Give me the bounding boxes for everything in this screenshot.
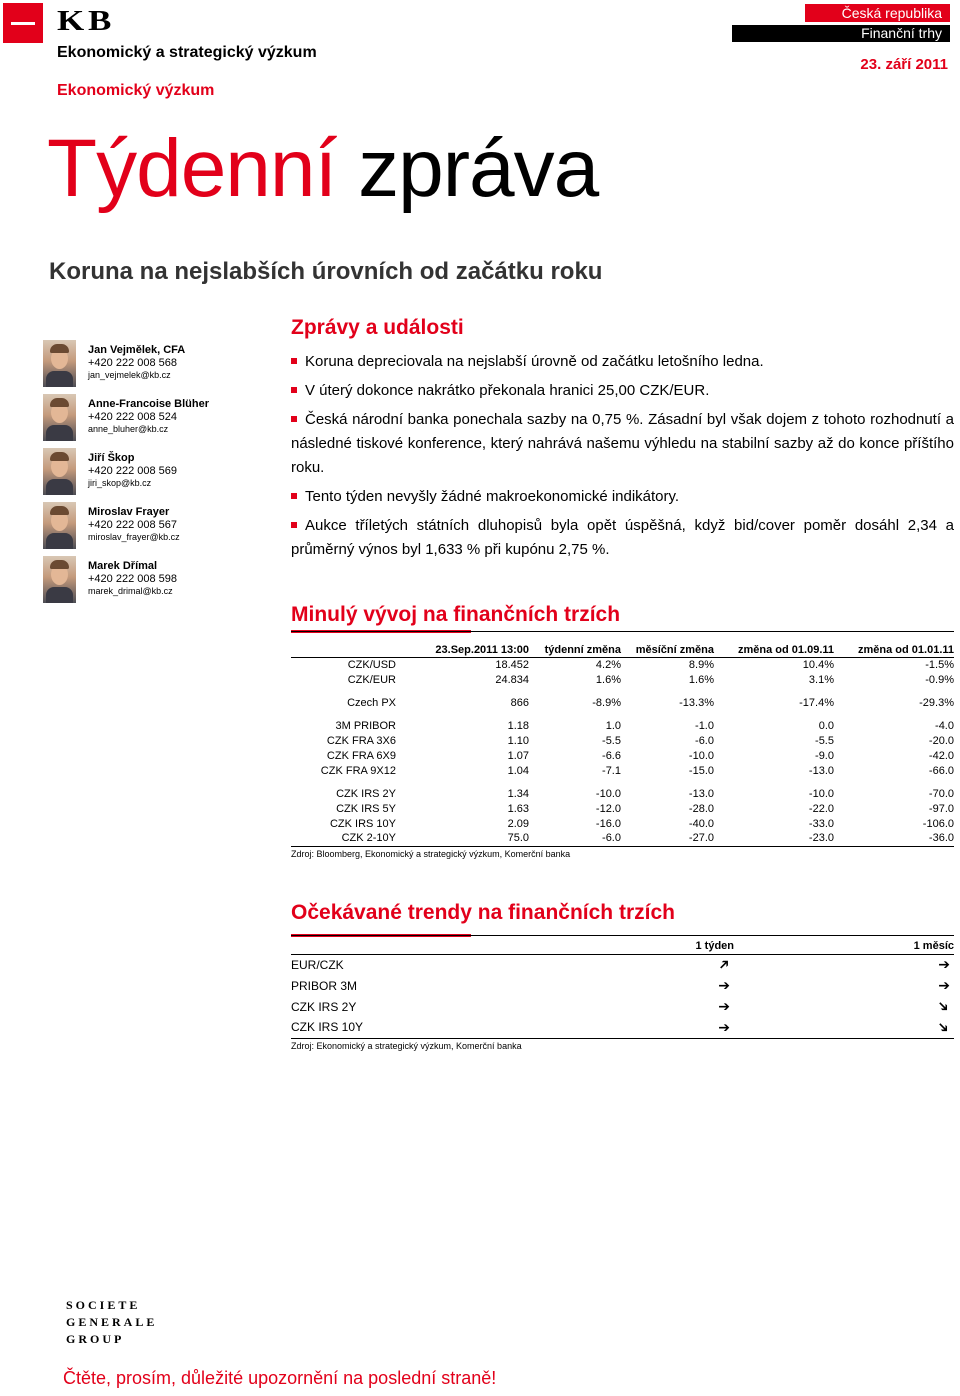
row-label: CZK/EUR xyxy=(347,673,396,686)
table-row xyxy=(291,831,954,846)
table-cell: -70.0 xyxy=(928,787,954,800)
table-cell: -22.0 xyxy=(808,802,834,815)
table-cell: -15.0 xyxy=(688,764,714,777)
row-label: CZK IRS 10Y xyxy=(329,817,396,830)
table-row xyxy=(291,657,954,672)
column-header: 1 týden xyxy=(695,939,734,952)
headline: Koruna na nejslabších úrovních od začátku roku xyxy=(49,258,603,285)
row-label: EUR/CZK xyxy=(291,957,344,972)
report-date: 23. září 2011 xyxy=(860,56,948,73)
trend-flat-icon: ➔ xyxy=(718,998,730,1014)
table-cell: 10.4% xyxy=(802,658,834,671)
row-label: CZK IRS 5Y xyxy=(336,802,396,815)
column-header: změna od 01.09.11 xyxy=(738,643,834,656)
author-card xyxy=(43,556,263,610)
table-cell: -36.0 xyxy=(928,832,954,845)
trend-flat-icon: ➔ xyxy=(718,977,730,993)
table-cell: 8.9% xyxy=(688,658,714,671)
table-cell: -13.3% xyxy=(679,696,714,709)
column-header xyxy=(291,938,514,954)
table-cell: -4.0 xyxy=(935,719,954,732)
table-cell: -42.0 xyxy=(928,749,954,762)
table-row xyxy=(291,748,954,763)
table-row xyxy=(291,1017,954,1038)
row-label: CZK/USD xyxy=(347,658,396,671)
region-badge: Česká republika xyxy=(805,4,950,22)
trend-flat-icon: ➔ xyxy=(718,1018,730,1035)
avatar xyxy=(43,340,76,387)
bullet-icon xyxy=(291,522,297,528)
table-header-row xyxy=(291,938,954,954)
table-row xyxy=(291,816,954,831)
table-spacer xyxy=(291,687,954,695)
author-phone: +420 222 008 569 xyxy=(88,465,178,477)
author-card xyxy=(43,394,263,448)
table-cell: -10.0 xyxy=(595,787,621,800)
markets-heading: Minulý vývoj na finančních trzích xyxy=(291,603,621,626)
bullet-icon xyxy=(291,387,297,393)
subdepartment-label: Ekonomický výzkum xyxy=(57,82,215,99)
author-phone: +420 222 008 567 xyxy=(88,519,178,531)
news-list xyxy=(291,350,954,567)
societe-generale-logo: SOCIETE GENERALE GROUP xyxy=(66,1298,158,1346)
trend-up-icon: ➔ xyxy=(714,954,734,975)
row-label: CZK FRA 3X6 xyxy=(326,734,396,747)
avatar xyxy=(43,448,76,495)
trend-flat-icon: ➔ xyxy=(938,956,950,973)
table-cell: -23.0 xyxy=(808,832,834,845)
table-cell: 1.6% xyxy=(688,673,714,686)
trend-cell xyxy=(514,954,734,975)
table-cell: -66.0 xyxy=(928,764,954,777)
author-name: Miroslav Frayer xyxy=(88,506,170,518)
bullet-icon xyxy=(291,416,297,422)
author-email[interactable]: marek_drimal@kb.cz xyxy=(88,586,173,596)
trend-cell xyxy=(514,975,734,996)
table-row xyxy=(291,801,954,816)
title-word-1: Týdenní xyxy=(47,123,337,214)
table-cell: -27.0 xyxy=(688,832,714,845)
table-cell: -5.5 xyxy=(602,734,621,747)
avatar xyxy=(43,502,76,549)
table-cell: 18.452 xyxy=(495,658,529,671)
column-header: týdenní změna xyxy=(544,643,621,656)
table-spacer xyxy=(291,710,954,718)
author-email[interactable]: miroslav_frayer@kb.cz xyxy=(88,532,180,542)
author-card xyxy=(43,448,263,502)
author-email[interactable]: jiri_skop@kb.cz xyxy=(88,478,152,488)
table-cell: -28.0 xyxy=(688,802,714,815)
table-cell: 866 xyxy=(510,696,529,709)
table-cell: -5.5 xyxy=(815,734,834,747)
row-label: CZK 2-10Y xyxy=(341,832,396,845)
column-header: 23.Sep.2011 13:00 xyxy=(435,643,529,656)
table-cell: 3.1% xyxy=(808,673,834,686)
row-label: PRIBOR 3M xyxy=(291,978,358,993)
column-header: změna od 01.01.11 xyxy=(858,643,954,656)
row-label: CZK FRA 6X9 xyxy=(326,749,396,762)
trend-down-icon: ➔ xyxy=(934,996,954,1016)
table-row xyxy=(291,954,954,975)
table-cell: 1.6% xyxy=(595,673,621,686)
table-cell: -20.0 xyxy=(928,734,954,747)
table-spacer xyxy=(291,778,954,786)
markets-source-note: Zdroj: Bloomberg, Ekonomický a strategický výzkum, Komerční banka xyxy=(291,849,571,859)
table-cell: -6.0 xyxy=(602,832,621,845)
table-cell: 1.07 xyxy=(507,749,529,762)
row-label: CZK IRS 2Y xyxy=(291,999,357,1014)
trend-cell xyxy=(514,1017,734,1038)
table-cell: -16.0 xyxy=(595,817,621,830)
trend-cell xyxy=(734,996,954,1017)
section-badge: Finanční trhy xyxy=(732,25,950,42)
table-cell: 24.834 xyxy=(495,673,529,686)
table-cell: -33.0 xyxy=(808,817,834,830)
table-cell: 1.34 xyxy=(507,787,529,800)
table-row xyxy=(291,733,954,748)
table-cell: -29.3% xyxy=(919,696,954,709)
trends-heading: Očekávané trendy na finančních trzích xyxy=(291,901,675,924)
bullet-icon xyxy=(291,493,297,499)
author-name: Anne-Francoise Blüher xyxy=(88,398,210,410)
news-item: Aukce tříletých státních dluhopisů byla opět úspěšná, když bid/cover poměr dosáhl 2,34 a průměrný výnos byl 1,633 % při kupónu 2,75 %. xyxy=(291,517,954,558)
table-cell: -17.4% xyxy=(799,696,834,709)
avatar xyxy=(43,556,76,603)
table-cell: 2.09 xyxy=(507,817,529,830)
row-label: CZK FRA 9X12 xyxy=(320,764,396,777)
table-header-row xyxy=(291,643,954,657)
avatar xyxy=(43,394,76,441)
table-row xyxy=(291,975,954,996)
table-row xyxy=(291,786,954,801)
table-cell: -106.0 xyxy=(922,817,954,830)
table-cell: -1.0 xyxy=(695,719,714,732)
table-cell: -13.0 xyxy=(808,764,834,777)
row-label: CZK IRS 2Y xyxy=(336,787,396,800)
news-item: Koruna depreciovala na nejslabší úrovně od začátku letošního ledna. xyxy=(291,350,954,374)
table-cell: 1.04 xyxy=(507,764,529,777)
trend-down-icon: ➔ xyxy=(934,1016,954,1037)
news-item: Česká národní banka ponechala sazby na 0,75 %. Zásadní byl však dojem z tohoto rozhodnutí a následné tiskové konference, který nahrává našemu výhledu na stabilní sazby až do konce příštího roku. xyxy=(291,411,954,476)
table-cell: -8.9% xyxy=(592,696,621,709)
kb-logo-mark xyxy=(3,3,43,43)
news-item: Tento týden nevyšly žádné makroekonomické indikátory. xyxy=(291,485,954,509)
kb-logo-text: KB xyxy=(57,6,116,37)
table-cell: -9.0 xyxy=(815,749,834,762)
table-cell: 75.0 xyxy=(507,832,529,845)
table-cell: 4.2% xyxy=(595,658,621,671)
news-heading: Zprávy a události xyxy=(291,316,464,339)
row-label: CZK IRS 10Y xyxy=(291,1020,364,1035)
author-card xyxy=(43,340,263,394)
trends-source-note: Zdroj: Ekonomický a strategický výzkum, Komerční banka xyxy=(291,1041,522,1051)
markets-table xyxy=(291,643,954,847)
author-phone: +420 222 008 598 xyxy=(88,573,178,585)
divider xyxy=(291,631,954,632)
disclaimer-footer: Čtěte, prosím, důležité upozornění na poslední straně! xyxy=(63,1368,497,1388)
page-title xyxy=(47,123,599,214)
table-cell: 1.0 xyxy=(605,719,621,732)
table-cell: 1.18 xyxy=(507,719,529,732)
table-row xyxy=(291,763,954,778)
table-cell: -10.0 xyxy=(808,787,834,800)
table-row xyxy=(291,672,954,687)
trend-cell xyxy=(514,996,734,1017)
table-cell: -13.0 xyxy=(688,787,714,800)
divider xyxy=(291,935,954,936)
trends-table xyxy=(291,938,954,1039)
table-cell: -6.0 xyxy=(695,734,714,747)
table-cell: -0.9% xyxy=(925,673,954,686)
row-label: 3M PRIBOR xyxy=(335,719,396,732)
table-cell: -6.6 xyxy=(602,749,621,762)
table-row xyxy=(291,695,954,710)
table-cell: -40.0 xyxy=(688,817,714,830)
table-cell: -97.0 xyxy=(928,802,954,815)
row-label: Czech PX xyxy=(347,696,396,709)
author-email[interactable]: anne_bluher@kb.cz xyxy=(88,424,169,434)
column-header: 1 měsíc xyxy=(913,939,954,952)
trend-flat-icon: ➔ xyxy=(938,977,950,993)
table-cell: -7.1 xyxy=(602,764,621,777)
table-cell: 0.0 xyxy=(818,719,834,732)
author-name: Jiří Škop xyxy=(88,452,135,464)
table-cell: 1.63 xyxy=(507,802,529,815)
authors-list xyxy=(43,340,263,610)
table-cell: -1.5% xyxy=(925,658,954,671)
column-header: měsíční změna xyxy=(635,643,714,656)
bullet-icon xyxy=(291,358,297,364)
news-item: V úterý dokonce nakrátko překonala hranici 25,00 CZK/EUR. xyxy=(291,379,954,403)
author-phone: +420 222 008 524 xyxy=(88,411,178,423)
table-row xyxy=(291,718,954,733)
title-word-2: zpráva xyxy=(358,123,599,214)
table-row xyxy=(291,996,954,1017)
column-header xyxy=(291,643,396,657)
author-phone: +420 222 008 568 xyxy=(88,357,178,369)
trend-cell xyxy=(734,975,954,996)
trend-cell xyxy=(734,1017,954,1038)
trend-cell xyxy=(734,954,954,975)
author-name: Marek Dřímal xyxy=(88,560,158,572)
table-cell: -10.0 xyxy=(688,749,714,762)
table-cell: -12.0 xyxy=(595,802,621,815)
table-cell: 1.10 xyxy=(507,734,529,747)
department-label: Ekonomický a strategický výzkum xyxy=(57,44,317,61)
author-email[interactable]: jan_vejmelek@kb.cz xyxy=(88,370,171,380)
author-card xyxy=(43,502,263,556)
author-name: Jan Vejmělek, CFA xyxy=(88,344,186,356)
